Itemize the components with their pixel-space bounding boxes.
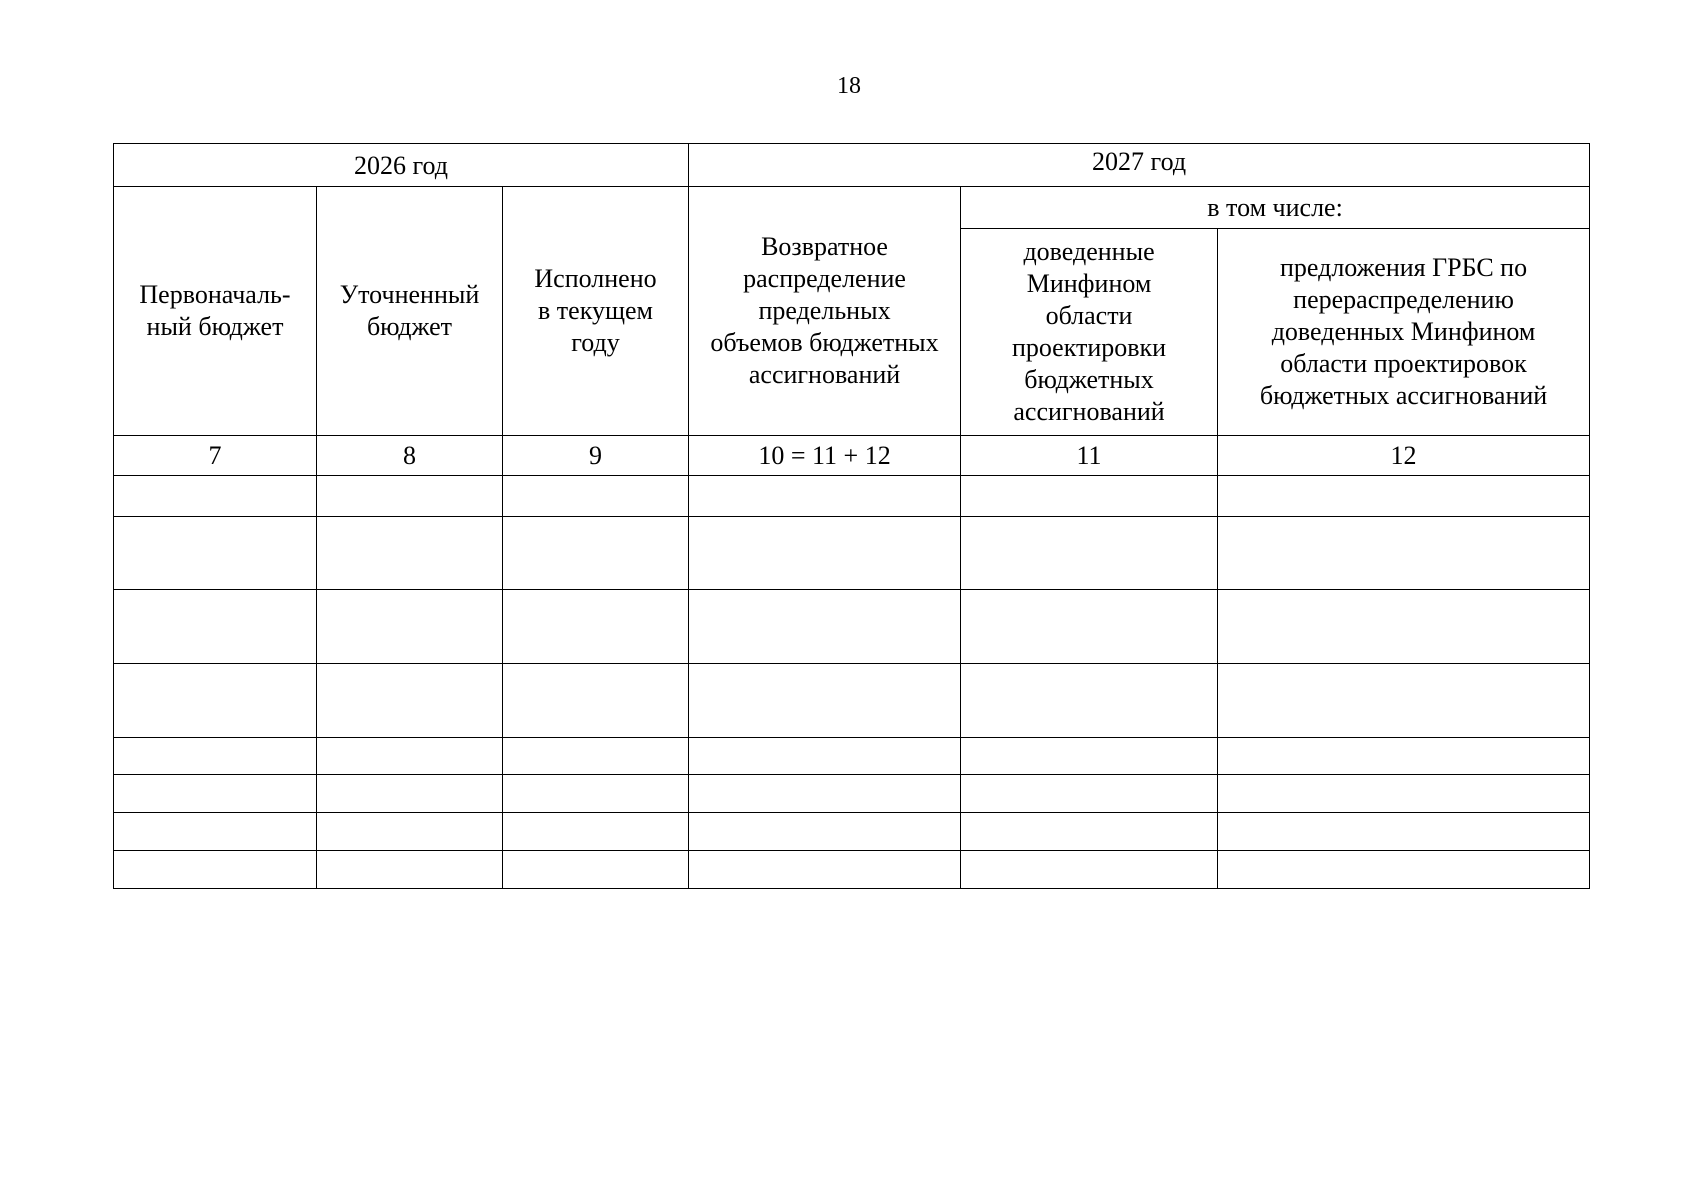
table-cell (114, 476, 317, 517)
table-cell (114, 664, 317, 738)
table-cell (114, 517, 317, 590)
year-header-row (114, 144, 1590, 187)
table-cell (503, 813, 689, 851)
year-2026-header: 2026 год (114, 144, 689, 187)
header-including: в том числе: (961, 187, 1590, 229)
table-cell (689, 590, 961, 664)
table-cell (114, 590, 317, 664)
table-cell (1218, 851, 1590, 889)
column-number-row (114, 436, 1590, 476)
table-cell (1218, 476, 1590, 517)
table-cell (689, 813, 961, 851)
table-cell (961, 664, 1218, 738)
table-cell (317, 775, 503, 813)
header-refined-budget: Уточненный бюджет (317, 187, 503, 436)
table-row (114, 476, 1590, 517)
table-cell (689, 775, 961, 813)
table-cell (961, 590, 1218, 664)
table-cell (114, 738, 317, 775)
table-cell (503, 664, 689, 738)
table-cell (1218, 590, 1590, 664)
table-cell (961, 775, 1218, 813)
table-cell (317, 476, 503, 517)
table-cell (503, 590, 689, 664)
table-cell (961, 738, 1218, 775)
table-cell (1218, 775, 1590, 813)
table-row (114, 738, 1590, 775)
column-number: 9 (503, 436, 689, 476)
column-number: 11 (961, 436, 1218, 476)
column-number: 10 = 11 + 12 (689, 436, 961, 476)
column-number: 12 (1218, 436, 1590, 476)
header-minfin-projections: доведенные Минфином области проектировки бюджетных ассигнований (961, 229, 1218, 436)
table-row (114, 775, 1590, 813)
header-redistribution: Возвратное распределение предельных объемов бюджетных ассигнований (689, 187, 961, 436)
table-cell (1218, 738, 1590, 775)
table-cell (961, 476, 1218, 517)
page-number: 18 (837, 73, 861, 99)
column-number: 8 (317, 436, 503, 476)
budget-table (113, 143, 1590, 889)
column-number: 7 (114, 436, 317, 476)
year-2027-header: 2027 год (689, 144, 1590, 187)
table-cell (317, 813, 503, 851)
table-cell (317, 590, 503, 664)
table-row (114, 664, 1590, 738)
table-cell (689, 517, 961, 590)
table-cell (114, 775, 317, 813)
table-cell (114, 851, 317, 889)
table-cell (961, 517, 1218, 590)
table-cell (114, 813, 317, 851)
table-cell (1218, 813, 1590, 851)
table-cell (317, 517, 503, 590)
header-grbs-proposals: предложения ГРБС по перераспределению доведенных Минфином области проектировок бюджетных ассигнований (1218, 229, 1590, 436)
header-executed: Исполнено в текущем году (503, 187, 689, 436)
table-row (114, 813, 1590, 851)
table-cell (317, 738, 503, 775)
table-cell (317, 664, 503, 738)
table-cell (503, 517, 689, 590)
table-row (114, 517, 1590, 590)
table-cell (503, 775, 689, 813)
table-cell (689, 851, 961, 889)
table-cell (689, 476, 961, 517)
header-initial-budget: Первоначаль- ный бюджет (114, 187, 317, 436)
table-cell (961, 813, 1218, 851)
table-cell (317, 851, 503, 889)
subheader-row (114, 187, 1590, 229)
table-row (114, 851, 1590, 889)
table-cell (503, 476, 689, 517)
table-cell (503, 851, 689, 889)
table-row (114, 590, 1590, 664)
table-cell (961, 851, 1218, 889)
table-cell (1218, 664, 1590, 738)
table-cell (689, 738, 961, 775)
table-cell (503, 738, 689, 775)
table-cell (1218, 517, 1590, 590)
table-cell (689, 664, 961, 738)
